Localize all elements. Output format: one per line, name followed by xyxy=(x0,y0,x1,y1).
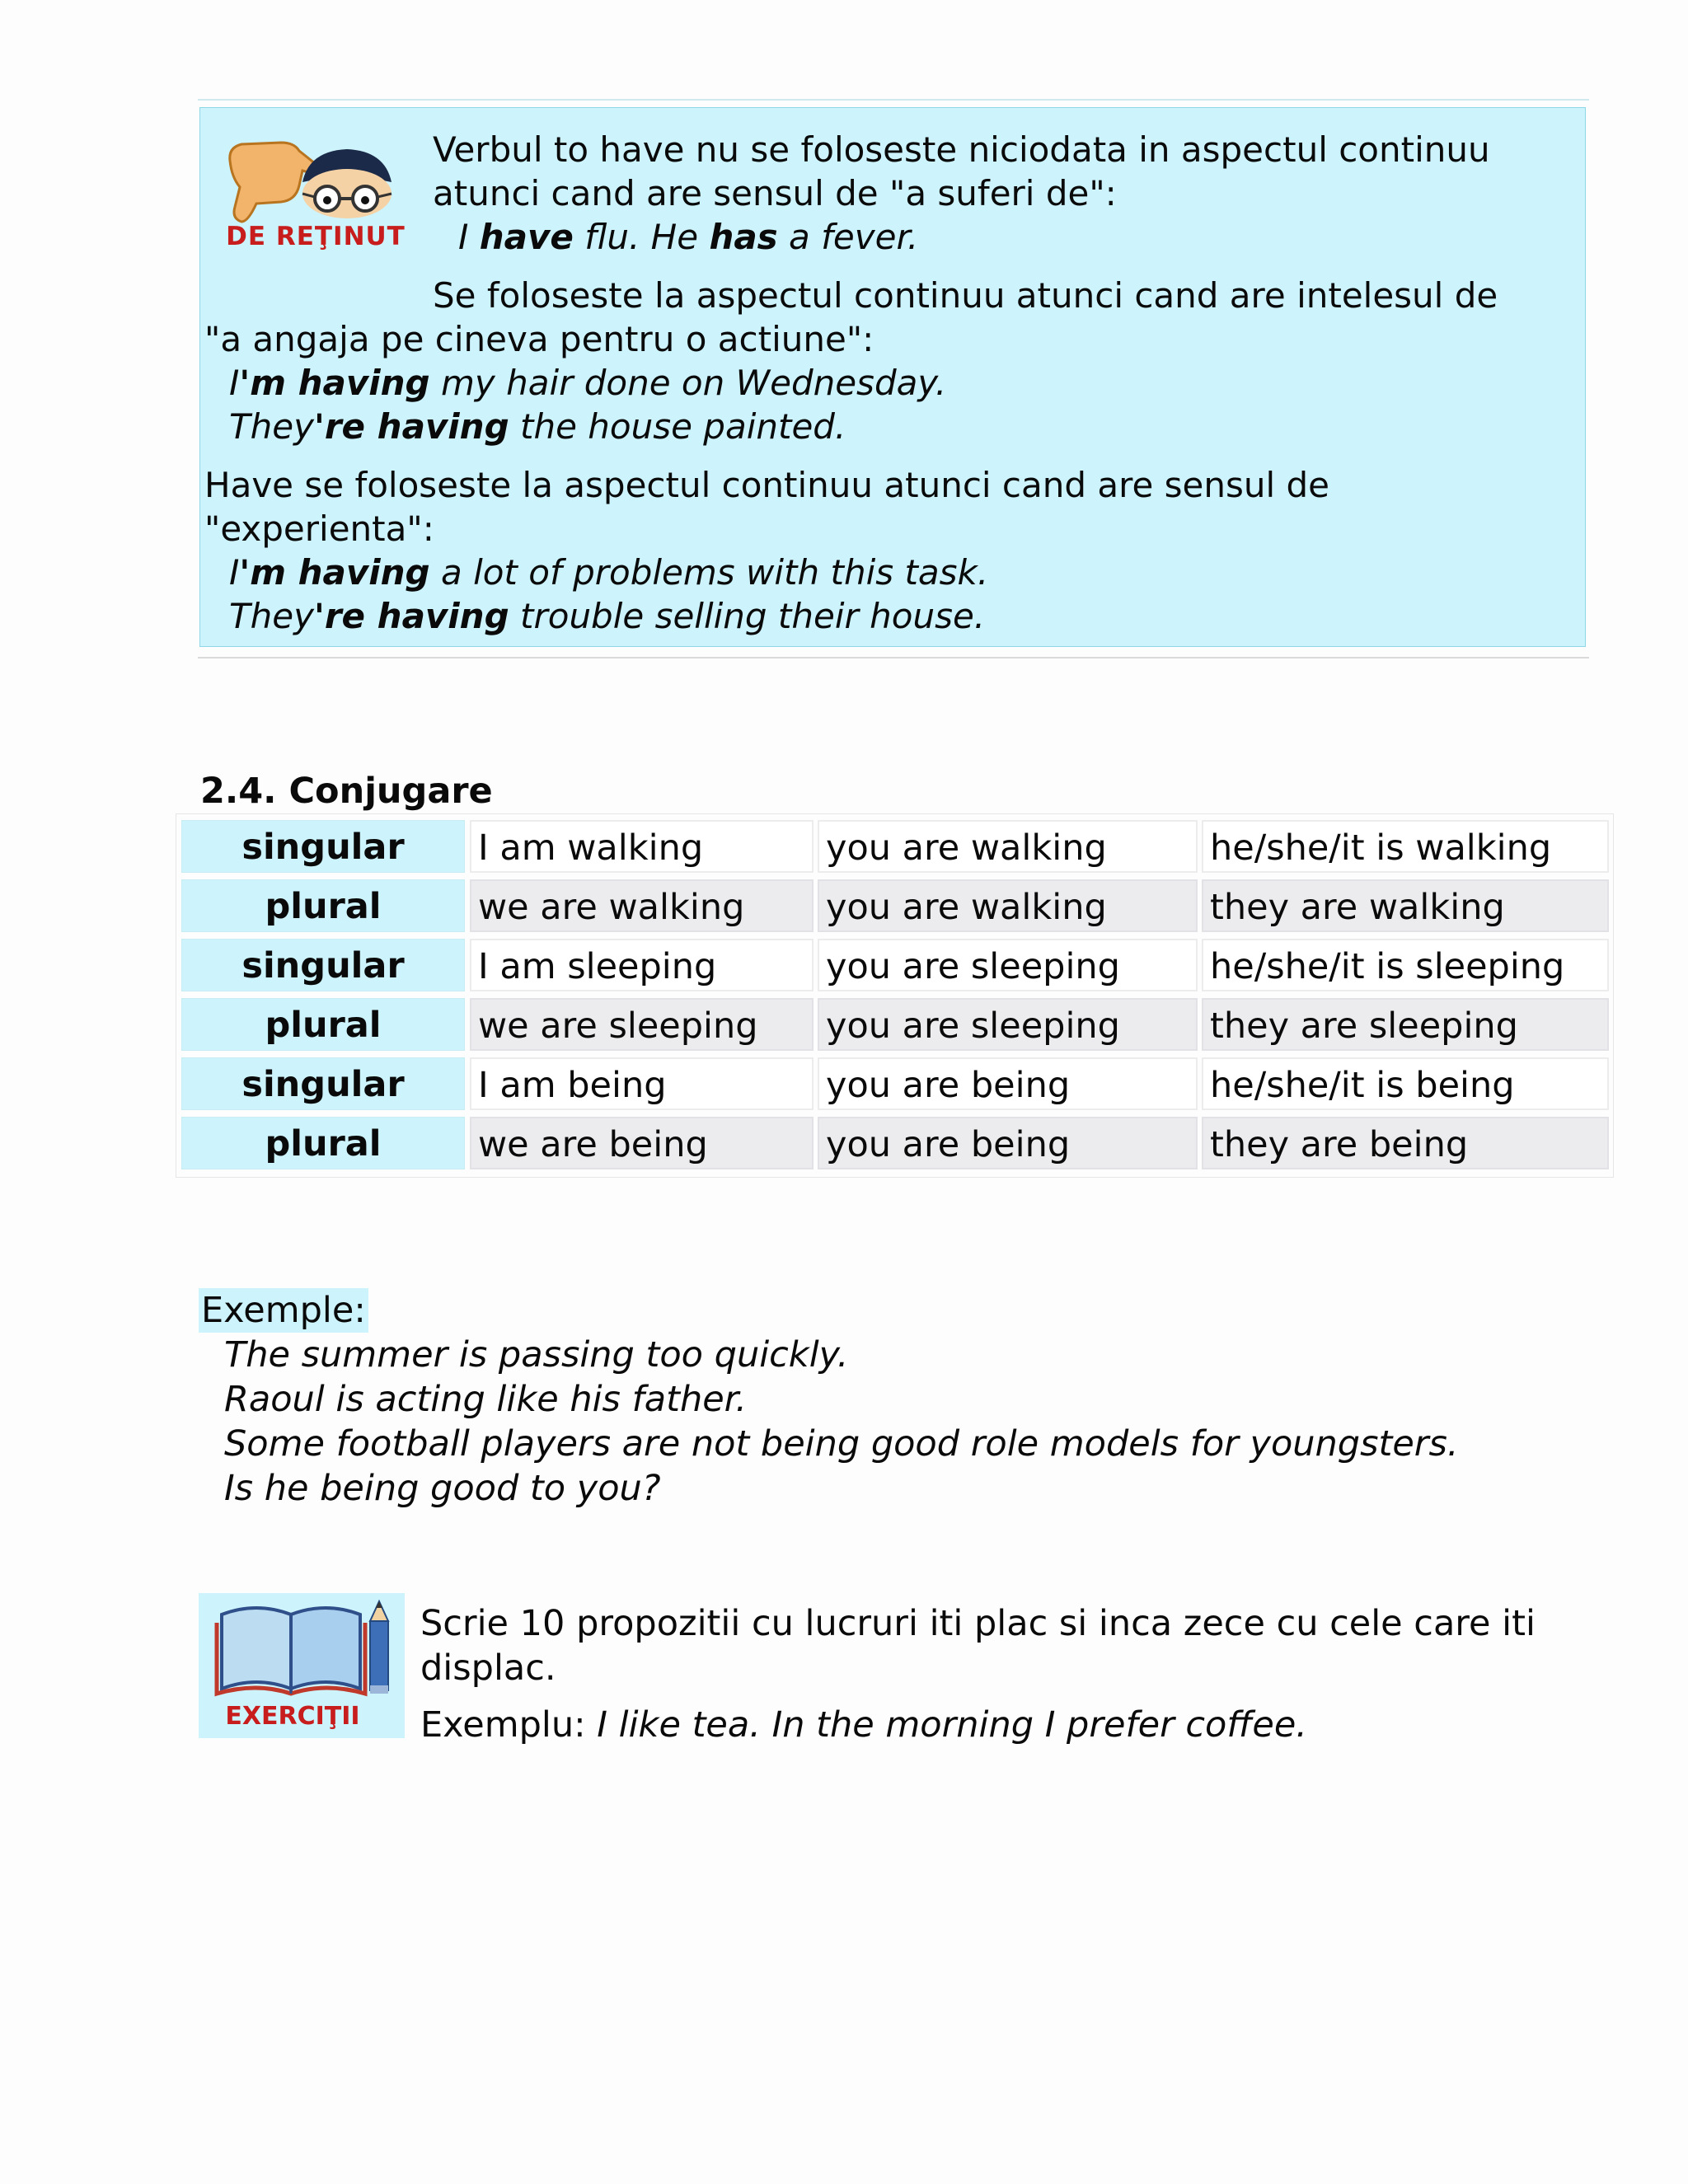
table-cell: you are sleeping xyxy=(818,939,1198,991)
note-p2-example-2: They're having the house painted. xyxy=(229,406,846,447)
note-p2-line2: "a angaja pe cineva pentru o actiune": xyxy=(204,319,874,359)
table-cell: they are being xyxy=(1202,1117,1609,1169)
example-line: Some football players are not being good role models for youngsters. xyxy=(224,1423,1459,1465)
table-cell: he/she/it is walking xyxy=(1202,820,1609,873)
note-p3-line1: Have se foloseste la aspectul continuu atunci cand are sensul de xyxy=(204,465,1330,505)
example-line: Is he being good to you? xyxy=(224,1468,661,1509)
table-cell: we are sleeping xyxy=(470,998,814,1051)
row-label: singular xyxy=(181,939,465,991)
table-cell: he/she/it is being xyxy=(1202,1057,1609,1110)
exercise-example: Exemplu: I like tea. In the morning I prefer coffee. xyxy=(420,1704,1307,1746)
note-icon-label: DE REŢINUT xyxy=(226,222,406,251)
note-p1-example: I have flu. He has a fever. xyxy=(458,217,919,257)
row-label: singular xyxy=(181,820,465,873)
table-cell: we are walking xyxy=(470,879,814,932)
exercise-icon-label: EXERCIŢII xyxy=(225,1702,360,1731)
table-cell: we are being xyxy=(470,1117,814,1169)
table-cell: you are being xyxy=(818,1057,1198,1110)
note-p1-line1: Verbul to have nu se foloseste niciodata in aspectul continuu xyxy=(433,129,1490,170)
table-cell: they are sleeping xyxy=(1202,998,1609,1051)
table-cell: you are sleeping xyxy=(818,998,1198,1051)
conjugation-table xyxy=(176,813,1614,1178)
table-cell: you are being xyxy=(818,1117,1198,1169)
table-cell: you are walking xyxy=(818,820,1198,873)
row-label: plural xyxy=(181,1117,465,1169)
note-p2-example-1: I'm having my hair done on Wednesday. xyxy=(229,363,947,403)
note-p3-example-2: They're having trouble selling their house. xyxy=(229,596,986,636)
table-cell: I am walking xyxy=(470,820,814,873)
exercise-line-2: displac. xyxy=(420,1647,556,1689)
note-p1-line2: atunci cand are sensul de "a suferi de": xyxy=(433,173,1117,213)
note-p3-line2: "experienta": xyxy=(204,509,434,549)
table-cell: I am sleeping xyxy=(470,939,814,991)
section-heading: 2.4. Conjugare xyxy=(200,771,493,812)
note-p2-line1: Se foloseste la aspectul continuu atunci cand are intelesul de xyxy=(433,275,1498,316)
exercise-line-1: Scrie 10 propozitii cu lucruri iti plac si inca zece cu cele care iti xyxy=(420,1603,1536,1644)
note-box xyxy=(199,107,1586,647)
thinking-character-icon xyxy=(223,136,421,260)
table-cell: he/she/it is sleeping xyxy=(1202,939,1609,991)
book-pencil-icon xyxy=(199,1593,405,1738)
table-cell: you are walking xyxy=(818,879,1198,932)
table-cell: they are walking xyxy=(1202,879,1609,932)
note-p3-example-1: I'm having a lot of problems with this task. xyxy=(229,552,989,593)
table-cell: I am being xyxy=(470,1057,814,1110)
row-label: singular xyxy=(181,1057,465,1110)
example-line: The summer is passing too quickly. xyxy=(224,1334,849,1376)
examples-label: Exemple: xyxy=(199,1288,368,1333)
row-label: plural xyxy=(181,879,465,932)
note-section xyxy=(198,99,1589,658)
example-line: Raoul is acting like his father. xyxy=(224,1379,748,1420)
row-label: plural xyxy=(181,998,465,1051)
